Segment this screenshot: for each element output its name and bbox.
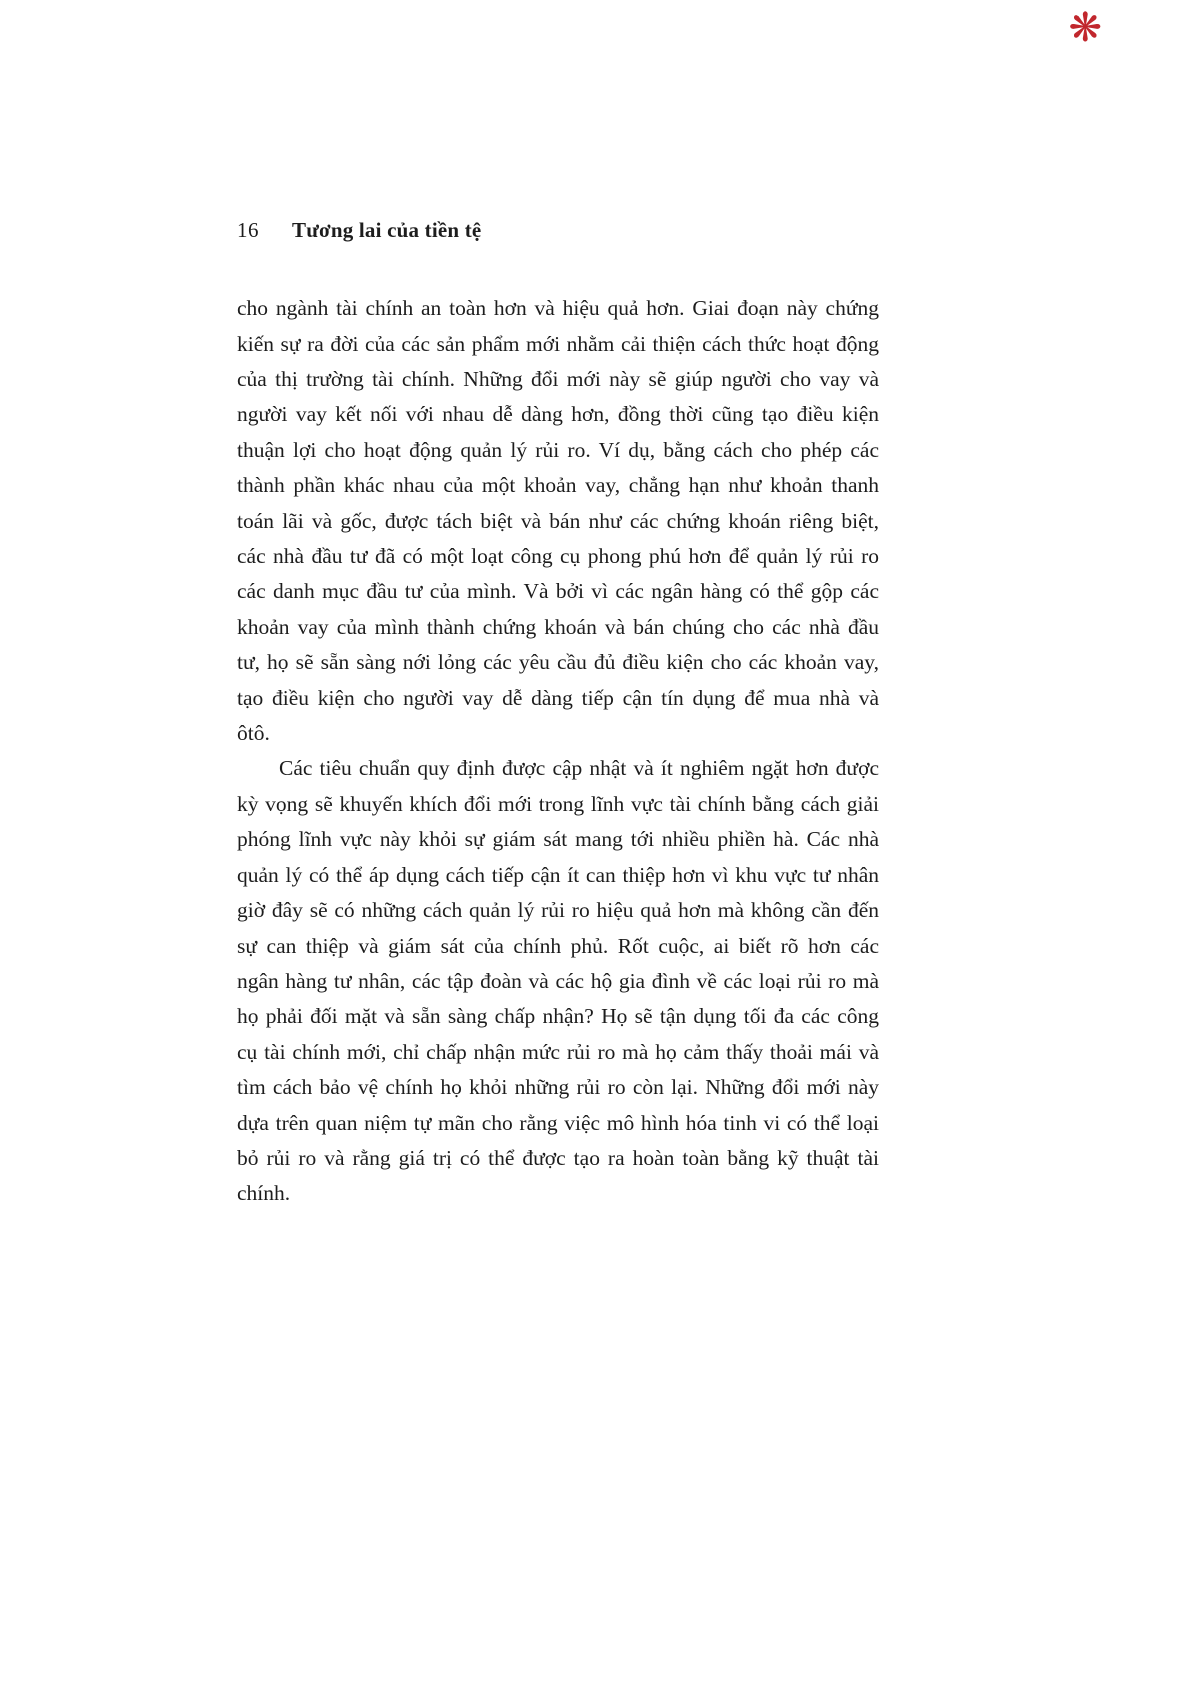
paragraph-2: Các tiêu chuẩn quy định được cập nhật và ít nghiêm ngặt hơn được kỳ vọng sẽ khuyến khích đổi mới trong lĩnh vực tài chính bằng cách giải phóng lĩnh vực này khỏi sự giám sát mang tới nhiều phiền hà. Các nhà quản lý có thể áp dụng cách tiếp cận ít can thiệp hơn vì khu vực tư nhân giờ đây sẽ có những cách quản lý rủi ro hiệu quả hơn mà không cần đến sự can thiệp và giám sát của chính phủ. Rốt cuộc, ai biết rõ hơn các ngân hàng tư nhân, các tập đoàn và các hộ gia đình về các loại rủi ro mà họ phải đối mặt và sẵn sàng chấp nhận? Họ sẽ tận dụng tối đa các công cụ tài chính mới, chỉ chấp nhận mức rủi ro mà họ cảm thấy thoải mái và tìm cách bảo vệ chính họ khỏi những rủi ro còn lại. Những đổi mới này dựa trên quan niệm tự mãn cho rằng việc mô hình hóa tinh vi có thể loại bỏ rủi ro và rằng giá trị có thể được tạo ra hoàn toàn bằng kỹ thuật tài chính. (237, 756, 879, 1206)
body-text (237, 291, 879, 1212)
page-content (237, 218, 879, 1212)
flower-asterisk-icon: ❋ (1068, 5, 1102, 50)
running-title: Tương lai của tiền tệ (292, 218, 482, 242)
page-header (237, 218, 879, 243)
paragraph-1: cho ngành tài chính an toàn hơn và hiệu quả hơn. Giai đoạn này chứng kiến sự ra đời của các sản phẩm mới nhằm cải thiện cách thức hoạt động của thị trường tài chính. Những đổi mới này sẽ giúp người cho vay và người vay kết nối với nhau dễ dàng hơn, đồng thời cũng tạo điều kiện thuận lợi cho hoạt động quản lý rủi ro. Ví dụ, bằng cách cho phép các thành phần khác nhau của một khoản vay, chẳng hạn như khoản thanh toán lãi và gốc, được tách biệt và bán như các chứng khoán riêng biệt, các nhà đầu tư đã có một loạt công cụ phong phú hơn để quản lý rủi ro các danh mục đầu tư của mình. Và bởi vì các ngân hàng có thể gộp các khoản vay của mình thành chứng khoán và bán chúng cho các nhà đầu tư, họ sẽ sẵn sàng nới lỏng các yêu cầu đủ điều kiện cho các khoản vay, tạo điều kiện cho người vay dễ dàng tiếp cận tín dụng để mua nhà và ôtô. (237, 296, 879, 746)
page-number: 16 (237, 218, 259, 242)
